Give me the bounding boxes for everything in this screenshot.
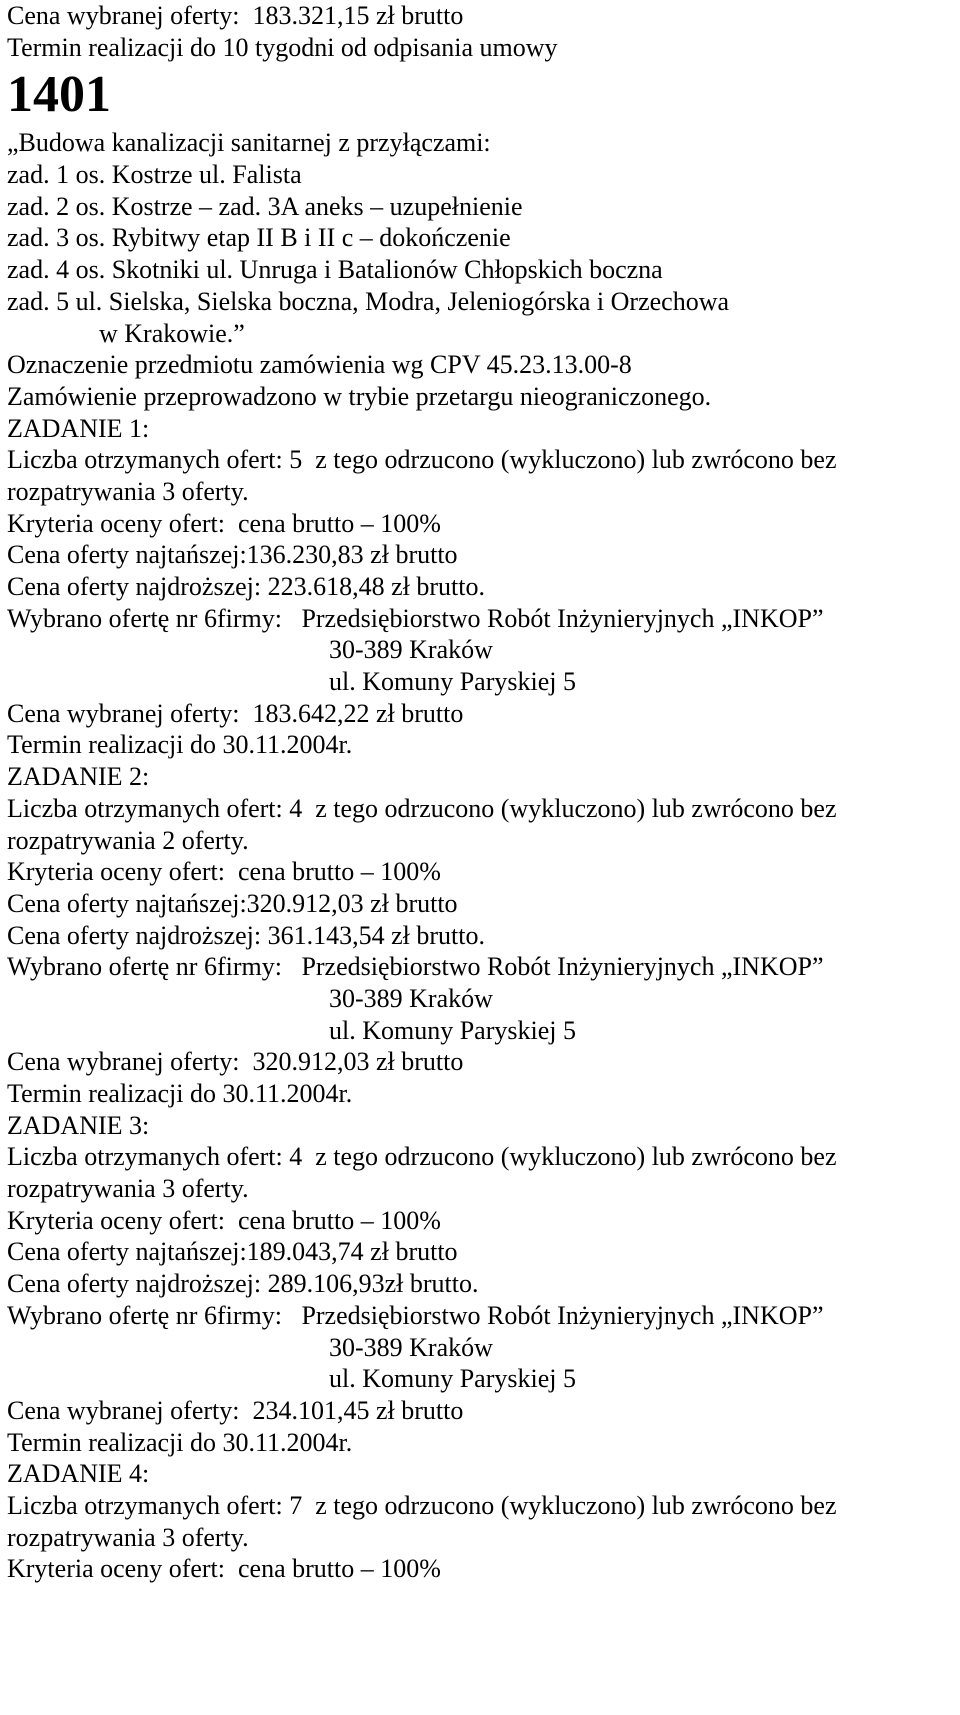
task-offers-rejected: rozpatrywania 3 oferty. <box>7 476 249 506</box>
task-most-expensive-offer: Cena oferty najdroższej: 289.106,93zł brutto. <box>7 1269 479 1299</box>
header-deadline-line: Termin realizacji do 10 tygodni od odpisania umowy <box>7 32 558 62</box>
task-company-city: 30-389 Kraków <box>329 983 493 1013</box>
document-body <box>7 0 957 1585</box>
task-company-street: ul. Komuny Paryskiej 5 <box>329 1015 576 1045</box>
task-offers-count: Liczba otrzymanych ofert: 5 z tego odrzucono (wykluczono) lub zwrócono bez <box>7 445 837 475</box>
task-chosen-company: Wybrano ofertę nr 6firmy: Przedsiębiorstwo Robót Inżynieryjnych „INKOP” <box>7 952 824 982</box>
task-cheapest-offer: Cena oferty najtańszej:189.043,74 zł brutto <box>7 1237 458 1267</box>
task-title: ZADANIE 1: <box>7 413 150 443</box>
header-price-line: Cena wybranej oferty: 183.321,15 zł brutto <box>7 1 464 30</box>
cpv-code-line: Oznaczenie przedmiotu zamówienia wg CPV 45.23.13.00-8 <box>7 350 632 380</box>
task-chosen-price: Cena wybranej oferty: 320.912,03 zł brutto <box>7 1047 464 1077</box>
task-offers-count: Liczba otrzymanych ofert: 4 z tego odrzucono (wykluczono) lub zwrócono bez <box>7 1142 837 1172</box>
task-deadline: Termin realizacji do 30.11.2004r. <box>7 1079 353 1108</box>
task-chosen-price: Cena wybranej oferty: 234.101,45 zł brutto <box>7 1395 464 1425</box>
task-criteria: Kryteria oceny ofert: cena brutto – 100% <box>7 1554 441 1584</box>
task-deadline: Termin realizacji do 30.11.2004r. <box>7 1427 353 1457</box>
task-chosen-company: Wybrano ofertę nr 6firmy: Przedsiębiorstwo Robót Inżynieryjnych „INKOP” <box>7 603 824 633</box>
task-deadline: Termin realizacji do 30.11.2004r. <box>7 730 353 760</box>
task-cheapest-offer: Cena oferty najtańszej:136.230,83 zł brutto <box>7 540 458 570</box>
task-company-street: ul. Komuny Paryskiej 5 <box>329 1364 576 1394</box>
procurement-mode-line: Zamówienie przeprowadzono w trybie przetargu nieograniczonego. <box>7 381 712 411</box>
task-offers-rejected: rozpatrywania 3 oferty. <box>7 1522 249 1552</box>
subject-line: „Budowa kanalizacji sanitarnej z przyłączami: <box>7 128 491 158</box>
subject-last-line: w Krakowie.” <box>99 318 245 348</box>
subject-line: zad. 1 os. Kostrze ul. Falista <box>7 160 302 190</box>
task-criteria: Kryteria oceny ofert: cena brutto – 100% <box>7 508 441 538</box>
subject-line: zad. 4 os. Skotniki ul. Unruga i Batalionów Chłopskich boczna <box>7 255 663 285</box>
task-criteria: Kryteria oceny ofert: cena brutto – 100% <box>7 1205 441 1235</box>
tender-number: 1401 <box>7 66 111 124</box>
task-title: ZADANIE 3: <box>7 1110 150 1140</box>
task-offers-rejected: rozpatrywania 2 oferty. <box>7 825 249 855</box>
subject-line: zad. 2 os. Kostrze – zad. 3A aneks – uzupełnienie <box>7 191 523 221</box>
subject-line: zad. 5 ul. Sielska, Sielska boczna, Modra, Jeleniogórska i Orzechowa <box>7 286 730 316</box>
task-chosen-price: Cena wybranej oferty: 183.642,22 zł brutto <box>7 698 464 728</box>
task-criteria: Kryteria oceny ofert: cena brutto – 100% <box>7 857 441 887</box>
subject-line: zad. 3 os. Rybitwy etap II B i II c – dokończenie <box>7 223 511 253</box>
task-title: ZADANIE 2: <box>7 762 150 792</box>
task-company-city: 30-389 Kraków <box>329 1332 493 1362</box>
task-offers-rejected: rozpatrywania 3 oferty. <box>7 1174 249 1204</box>
task-offers-count: Liczba otrzymanych ofert: 4 z tego odrzucono (wykluczono) lub zwrócono bez <box>7 793 837 823</box>
task-most-expensive-offer: Cena oferty najdroższej: 361.143,54 zł brutto. <box>7 920 485 950</box>
task-company-city: 30-389 Kraków <box>329 635 493 665</box>
task-title: ZADANIE 4: <box>7 1459 150 1489</box>
task-most-expensive-offer: Cena oferty najdroższej: 223.618,48 zł brutto. <box>7 572 485 601</box>
task-offers-count: Liczba otrzymanych ofert: 7 z tego odrzucono (wykluczono) lub zwrócono bez <box>7 1490 837 1520</box>
task-cheapest-offer: Cena oferty najtańszej:320.912,03 zł brutto <box>7 888 458 918</box>
task-company-street: ul. Komuny Paryskiej 5 <box>329 667 576 697</box>
task-chosen-company: Wybrano ofertę nr 6firmy: Przedsiębiorstwo Robót Inżynieryjnych „INKOP” <box>7 1300 824 1330</box>
